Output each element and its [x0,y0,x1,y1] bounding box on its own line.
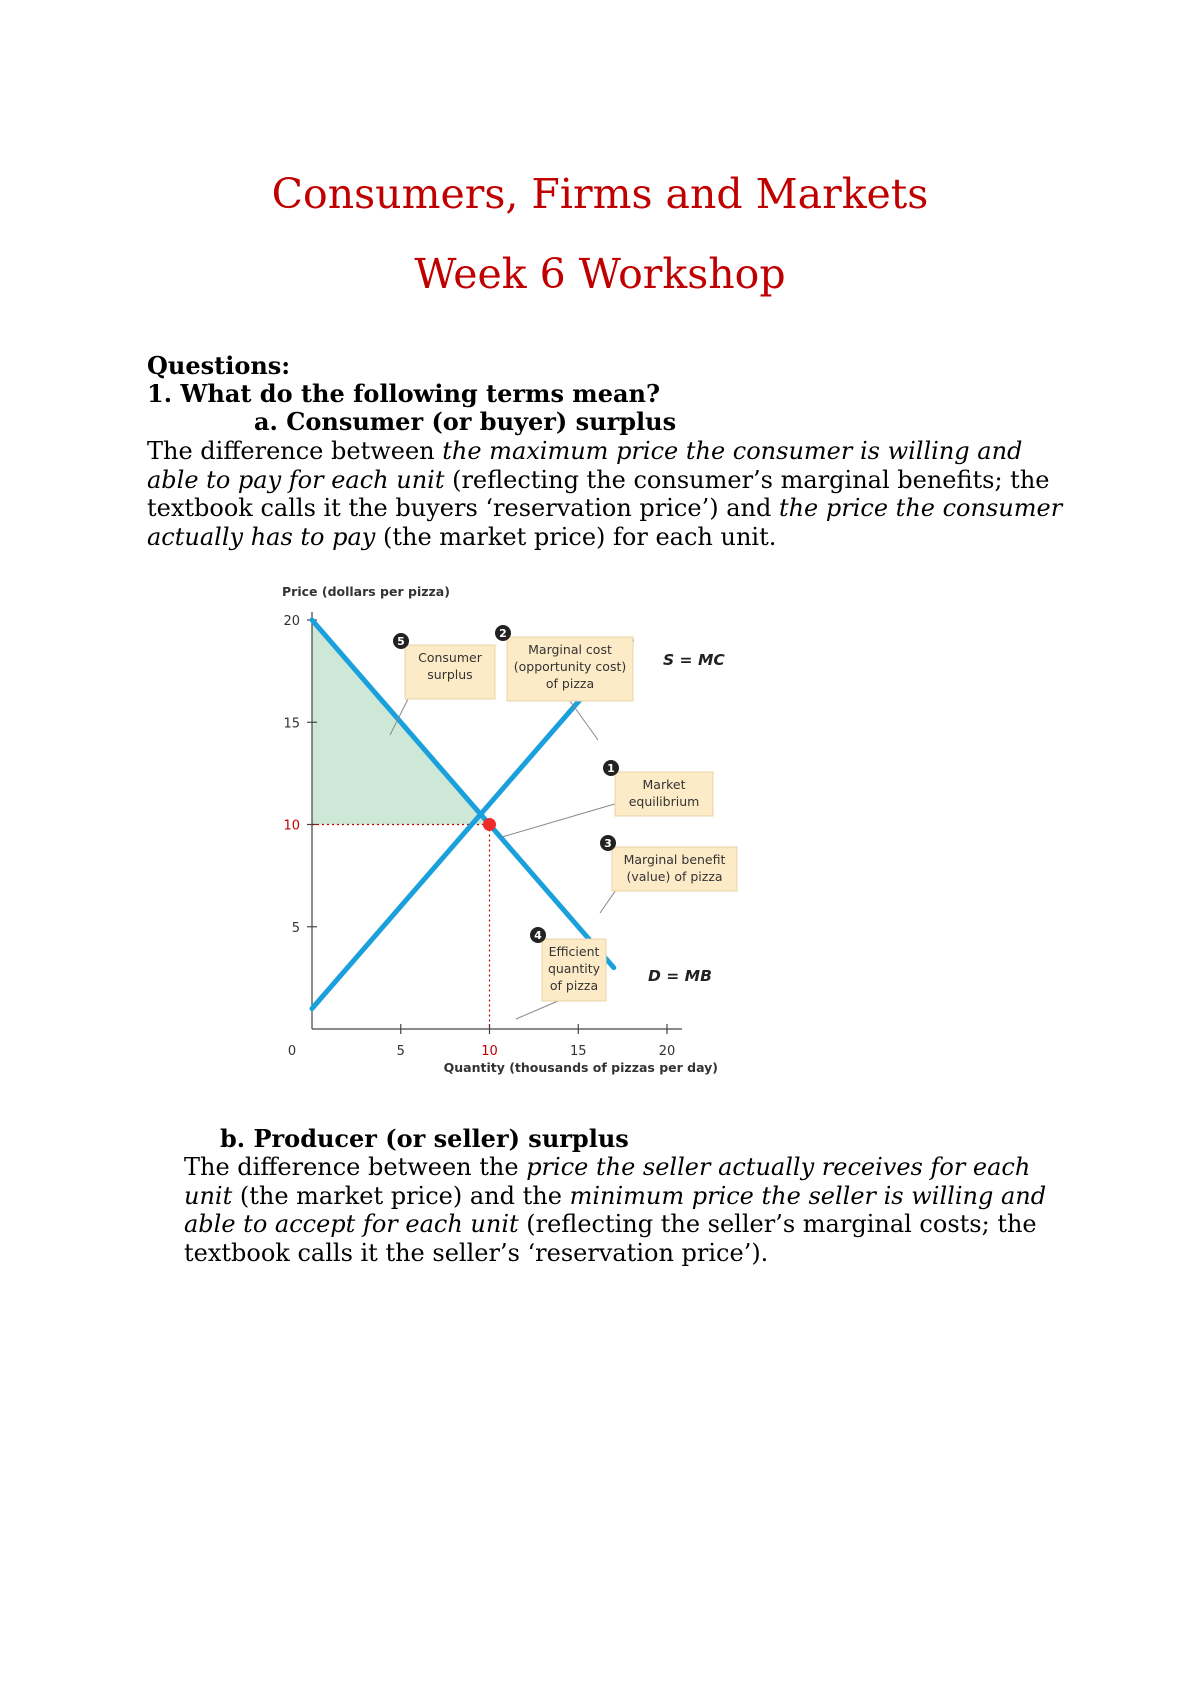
demand-curve-label: D = MB [648,967,712,985]
marginal-benefit-annotation [600,835,737,913]
supply-curve-label: S = MC [663,651,725,669]
italic-phrase: minimum price the seller is willing and able to accept for each unit [184,1181,1047,1238]
text-run: The difference between the [184,1153,527,1181]
annotation-text: (opportunity cost) [513,659,627,674]
annotation-text: (value) of pizza [626,869,723,884]
surplus-chart [270,575,750,1085]
annotation-text: Marginal cost [528,642,612,657]
x-tick-label: 5 [396,1044,405,1059]
annotation-leader-line [570,701,598,740]
annotation-number: 1 [607,762,615,775]
annotation-text: Consumer [418,650,482,665]
annotation-leader-line [502,803,618,837]
annotation-text: Efficient [548,944,600,959]
annotation-leader-line [516,1001,558,1019]
annotation-text: equilibrium [628,794,700,809]
efficient-quantity-annotation [516,927,606,1019]
consumer-surplus-definition [147,437,1077,551]
annotation-text: of pizza [549,978,599,993]
marginal-cost-annotation [495,625,633,740]
market-equilibrium-annotation [502,760,713,837]
consumer-surplus-annotation [390,633,495,735]
annotation-text: surplus [427,667,473,682]
text-run: (the market price) for each unit. [375,522,777,551]
document-title: Consumers, Firms and Markets [271,170,929,218]
y-tick-label: 20 [283,614,300,629]
annotation-text: of pizza [545,676,595,691]
x-tick-label: 20 [658,1044,676,1059]
italic-phrase: price the seller actually receives for each unit [184,1153,1031,1210]
questions-label: Questions: [147,351,291,380]
question-1a-heading: a. Consumer (or buyer) surplus [254,407,677,436]
y-tick-label: 10 [283,818,300,834]
question-1: 1. What do the following terms mean? [147,379,661,408]
equilibrium-point [483,818,496,831]
annotation-text: Market [642,777,686,792]
question-1b-heading: b. Producer (or seller) surplus [220,1124,629,1153]
annotation-number: 2 [499,627,507,640]
annotation-text: Marginal benefit [623,852,726,867]
producer-surplus-definition [184,1153,1084,1267]
annotation-number: 4 [534,929,542,942]
italic-phrase: the maximum price the consumer is willing and able to pay for each unit [147,437,1023,494]
y-tick-label: 5 [291,920,300,936]
x-tick-label: 10 [481,1044,498,1059]
x-tick-label: 0 [287,1044,297,1059]
document-subtitle: Week 6 Workshop [414,250,786,298]
text-run: The difference between [147,437,443,465]
text-run: (the market price) and the [232,1181,570,1210]
y-tick-label: 15 [283,716,300,732]
text-run: (reflecting the seller’s marginal costs; the textbook calls it the seller’s ‘reservation price’). [184,1210,1037,1267]
y-axis-label: Price (dollars per pizza) [282,584,450,599]
annotation-text: quantity [547,961,601,976]
x-tick-label: 15 [569,1044,587,1059]
x-axis-label: Quantity (thousands of pizzas per day) [443,1060,718,1075]
italic-phrase: the price the consumer actually has to pay [147,494,1063,551]
text-run: (reflecting the consumer’s marginal benefits; the textbook calls it the buyers ‘reservation price’) and [147,465,1050,522]
annotation-number: 5 [397,635,405,648]
annotation-number: 3 [604,837,612,850]
